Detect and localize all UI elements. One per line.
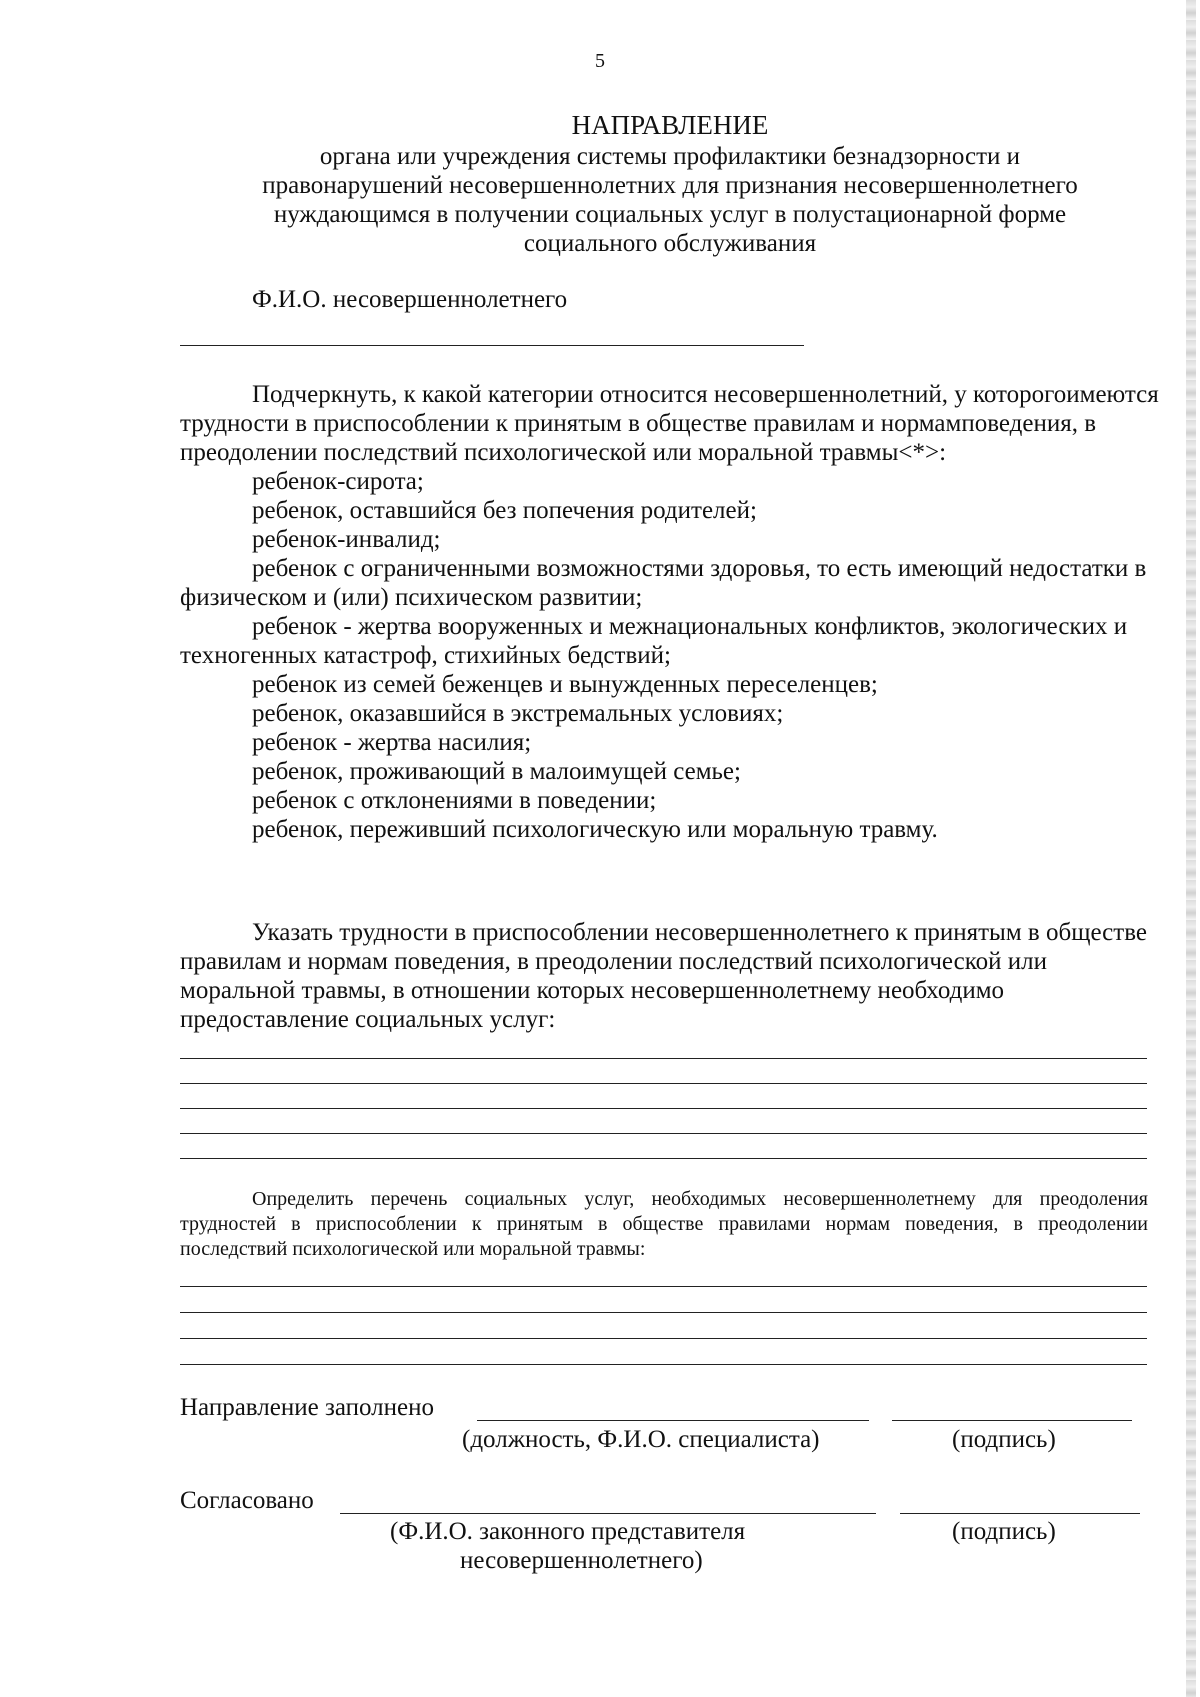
agreed-signature-caption: (подпись): [952, 1518, 1056, 1545]
document-subtitle-line: нуждающимся в получении социальных услуг в полустационарной форме: [273, 201, 1067, 228]
page-number: 5: [595, 50, 605, 72]
difficulties-instruction: Указать трудности в приспособлении несовершеннолетнего к принятым в обществе правилам и нормам поведения, в преодолении последствий психологической или моральной травмы, в отношении которых несовершеннолетнему необходимо предоставление социальных услуг:: [180, 919, 1147, 1033]
services-input-line[interactable]: [180, 1338, 1147, 1339]
difficulties-input-line[interactable]: [180, 1108, 1147, 1109]
document-subtitle-line: социального обслуживания: [523, 230, 817, 257]
category-item[interactable]: ребенок - жертва вооруженных и межнациональных конфликтов, экологических и техногенных катастроф, стихийных бедствий;: [180, 613, 1128, 669]
agreed-caption-line: несовершеннолетнего): [460, 1547, 703, 1574]
category-item[interactable]: ребенок, переживший психологическую или моральную травму.: [252, 816, 938, 843]
document-subtitle-line: правонарушений несовершеннолетних для признания несовершеннолетнего: [262, 172, 1078, 199]
category-item[interactable]: ребенок-инвалид;: [252, 526, 441, 553]
category-item[interactable]: ребенок, оказавшийся в экстремальных условиях;: [252, 700, 784, 727]
agreed-caption-line: (Ф.И.О. законного представителя: [390, 1518, 746, 1545]
fio-input-line[interactable]: [180, 345, 804, 346]
document-title: НАПРАВЛЕНИЕ: [571, 110, 769, 140]
difficulties-input-line[interactable]: [180, 1133, 1147, 1134]
category-item[interactable]: ребенок, оставшийся без попечения родителей;: [252, 497, 757, 524]
category-intro: Подчеркнуть, к какой категории относится несовершеннолетний, у которогоимеются трудности в приспособлении к принятым в обществе правилам и нормамповедения, в преодолении последствий психологической или моральной травмы<*>:: [180, 381, 1159, 466]
category-item[interactable]: ребенок-сирота;: [252, 468, 424, 495]
fio-label: Ф.И.О. несовершеннолетнего: [252, 286, 568, 313]
filled-by-caption: (должность, Ф.И.О. специалиста): [462, 1426, 820, 1453]
services-input-line[interactable]: [180, 1364, 1147, 1365]
services-input-line[interactable]: [180, 1286, 1147, 1287]
difficulties-input-line[interactable]: [180, 1058, 1147, 1059]
category-item[interactable]: ребенок, проживающий в малоимущей семье;: [252, 758, 741, 785]
category-item[interactable]: ребенок с отклонениями в поведении;: [252, 787, 657, 814]
difficulties-input-line[interactable]: [180, 1083, 1147, 1084]
category-item[interactable]: ребенок - жертва насилия;: [252, 729, 532, 756]
document-header: [180, 108, 1160, 258]
filled-by-signature-line[interactable]: [892, 1420, 1132, 1421]
difficulties-input-line[interactable]: [180, 1158, 1147, 1159]
category-section: [180, 380, 1165, 844]
category-item[interactable]: ребенок из семей беженцев и вынужденных переселенцев;: [252, 671, 878, 698]
filled-by-signature-caption: (подпись): [952, 1426, 1056, 1453]
agreed-name-line[interactable]: [340, 1513, 876, 1514]
category-item[interactable]: ребенок с ограниченными возможностями здоровья, то есть имеющий недостатки в физическом и (или) психическом развитии;: [180, 555, 1147, 611]
agreed-label: Согласовано: [180, 1487, 314, 1514]
filled-by-name-line[interactable]: [477, 1420, 869, 1421]
services-input-line[interactable]: [180, 1312, 1147, 1313]
services-instruction: Определить перечень социальных услуг, необходимых несовершеннолетнему для преодоления трудностей в приспособлении к принятым в обществе правилами нормам поведения, в преодолении последствий психологической или моральной травмы:: [180, 1188, 1148, 1260]
agreed-signature-line[interactable]: [900, 1513, 1140, 1514]
filled-by-label: Направление заполнено: [180, 1394, 434, 1421]
document-subtitle-line: органа или учреждения системы профилактики безнадзорности и: [319, 143, 1021, 170]
scan-edge-artifact: [1186, 0, 1196, 1697]
